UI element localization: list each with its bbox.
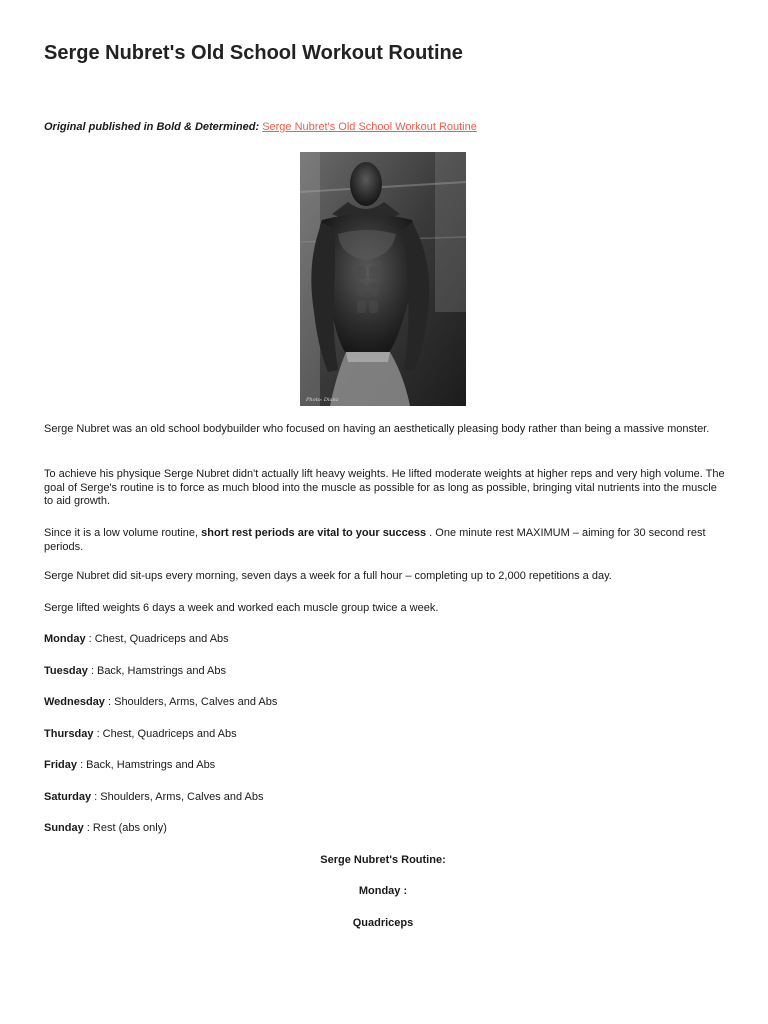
schedule-focus: : Chest, Quadriceps and Abs xyxy=(85,633,229,645)
routine-muscle-heading: Quadriceps xyxy=(352,917,414,929)
bodybuilder-photo xyxy=(300,152,466,406)
schedule-day-label: Thursday xyxy=(44,728,94,740)
paragraph-situps: Serge Nubret did sit-ups every morning, seven days a week for a full hour – completing up to 2,000 repetitions a day. xyxy=(44,570,612,582)
schedule-day-label: Tuesday xyxy=(44,665,88,677)
schedule-tuesday xyxy=(44,664,226,678)
schedule-focus: : Back, Hamstrings and Abs xyxy=(87,665,226,677)
paragraph-physique: To achieve his physique Serge Nubret didn't actually lift heavy weights. He lifted moderate weights at higher reps and very high volume. The goal of Serge's routine is to force as much blood into the muscle as possible for as long as possible, bringing vital nutrients into the muscle to aid growth. xyxy=(44,468,725,507)
schedule-monday xyxy=(44,632,229,646)
paragraph-frequency: Serge lifted weights 6 days a week and worked each muscle group twice a week. xyxy=(44,602,439,614)
paragraph-rest xyxy=(44,527,728,554)
page-title: Serge Nubret's Old School Workout Routine xyxy=(44,42,463,64)
source-link[interactable]: Serge Nubret's Old School Workout Routine xyxy=(262,121,477,133)
schedule-day-label: Wednesday xyxy=(44,696,105,708)
schedule-focus: : Rest (abs only) xyxy=(83,822,167,834)
schedule-saturday xyxy=(44,790,264,804)
schedule-focus: : Chest, Quadriceps and Abs xyxy=(93,728,237,740)
schedule-focus: : Shoulders, Arms, Calves and Abs xyxy=(104,696,278,708)
schedule-wednesday xyxy=(44,695,277,709)
schedule-focus: : Back, Hamstrings and Abs xyxy=(77,759,216,771)
schedule-sunday xyxy=(44,821,167,835)
rest-text-bold: short rest periods are vital to your success xyxy=(201,527,427,539)
schedule-day-label: Friday xyxy=(44,759,78,771)
source-line xyxy=(44,120,477,134)
schedule-focus: : Shoulders, Arms, Calves and Abs xyxy=(91,791,264,803)
schedule-day-label: Sunday xyxy=(44,822,84,834)
paragraph-intro: Serge Nubret was an old school bodybuilder who focused on having an aesthetically pleasing body rather than being a massive monster. xyxy=(44,423,710,435)
routine-day-heading: Monday : xyxy=(358,885,408,897)
source-label: Original published in Bold & Determined: xyxy=(44,121,260,133)
rest-text-post: . One minute rest MAXIMUM – aiming for 30 second rest periods. xyxy=(44,527,706,553)
routine-heading: Serge Nubret's Routine: xyxy=(320,854,446,866)
schedule-day-label: Monday xyxy=(44,633,86,645)
schedule-day-label: Saturday xyxy=(44,791,92,803)
schedule-thursday xyxy=(44,727,237,741)
schedule-friday xyxy=(44,758,215,772)
photo-caption: Photo: Dianz xyxy=(306,397,339,403)
rest-text-pre: Since it is a low volume routine, xyxy=(44,527,202,539)
